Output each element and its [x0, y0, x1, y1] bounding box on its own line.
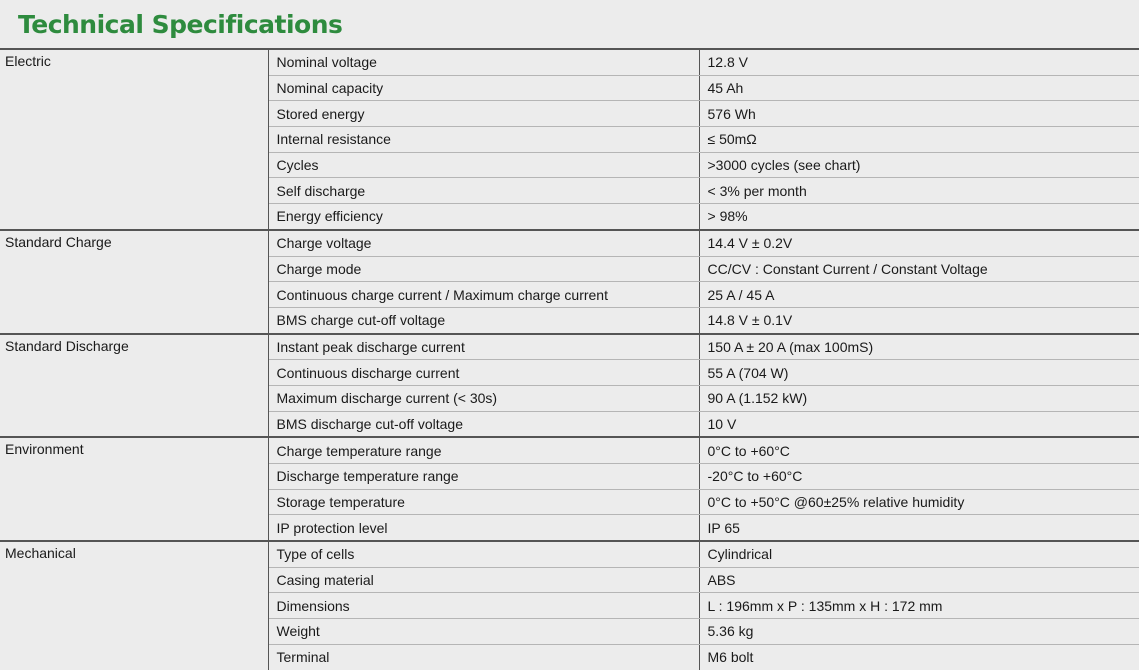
parameter-cell: Continuous discharge current: [268, 360, 699, 386]
value-cell: 12.8 V: [699, 49, 1139, 75]
value-cell: 45 Ah: [699, 75, 1139, 101]
parameter-cell: Self discharge: [268, 178, 699, 204]
value-cell: 14.4 V ± 0.2V: [699, 230, 1139, 256]
parameter-cell: Charge voltage: [268, 230, 699, 256]
spec-table: [0, 48, 1139, 670]
value-cell: 14.8 V ± 0.1V: [699, 307, 1139, 333]
parameter-cell: BMS discharge cut-off voltage: [268, 411, 699, 437]
value-cell: > 98%: [699, 204, 1139, 230]
parameter-cell: Internal resistance: [268, 127, 699, 153]
value-cell: 90 A (1.152 kW): [699, 385, 1139, 411]
category-cell: Mechanical: [0, 541, 268, 669]
page-title: Technical Specifications: [18, 10, 343, 39]
parameter-cell: Nominal voltage: [268, 49, 699, 75]
spec-row: [0, 541, 1139, 567]
parameter-cell: Storage temperature: [268, 489, 699, 515]
parameter-cell: Type of cells: [268, 541, 699, 567]
parameter-cell: Terminal: [268, 644, 699, 669]
parameter-cell: Cycles: [268, 152, 699, 178]
value-cell: 0°C to +50°C @60±25% relative humidity: [699, 489, 1139, 515]
spec-row: [0, 230, 1139, 256]
parameter-cell: Charge mode: [268, 256, 699, 282]
value-cell: ABS: [699, 567, 1139, 593]
value-cell: L : 196mm x P : 135mm x H : 172 mm: [699, 593, 1139, 619]
parameter-cell: Discharge temperature range: [268, 464, 699, 490]
value-cell: 150 A ± 20 A (max 100mS): [699, 334, 1139, 360]
value-cell: M6 bolt: [707, 649, 754, 666]
parameter-cell: Maximum discharge current (< 30s): [268, 385, 699, 411]
category-cell: Environment: [0, 437, 268, 541]
parameter-cell: Dimensions: [268, 593, 699, 619]
parameter-cell: Casing material: [268, 567, 699, 593]
value-cell: 10 V: [699, 411, 1139, 437]
parameter-cell: Weight: [268, 619, 699, 645]
parameter-cell: BMS charge cut-off voltage: [268, 307, 699, 333]
parameter-cell: Continuous charge current / Maximum charge current: [268, 282, 699, 308]
category-cell: Standard Charge: [0, 230, 268, 334]
parameter-cell: Energy efficiency: [268, 204, 699, 230]
value-cell: -20°C to +60°C: [699, 464, 1139, 490]
parameter-cell: Charge temperature range: [268, 437, 699, 463]
category-cell: Electric: [0, 49, 268, 230]
value-cell: CC/CV : Constant Current / Constant Voltage: [699, 256, 1139, 282]
value-cell: 576 Wh: [699, 101, 1139, 127]
value-cell: 25 A / 45 A: [699, 282, 1139, 308]
value-cell: Cylindrical: [699, 541, 1139, 567]
value-cell: ≤ 50mΩ: [699, 127, 1139, 153]
spec-row: [0, 437, 1139, 463]
value-cell: 5.36 kg: [699, 619, 1139, 645]
value-cell: 55 A (704 W): [699, 360, 1139, 386]
value-cell: IP 65: [699, 515, 1139, 541]
spec-row: [0, 49, 1139, 75]
spec-table-body: [0, 49, 1139, 670]
value-cell: 0°C to +60°C: [699, 437, 1139, 463]
value-cell: >3000 cycles (see chart): [699, 152, 1139, 178]
spec-row: [0, 334, 1139, 360]
value-cell: < 3% per month: [699, 178, 1139, 204]
parameter-cell: Stored energy: [268, 101, 699, 127]
parameter-cell: IP protection level: [268, 515, 699, 541]
category-cell: Standard Discharge: [0, 334, 268, 438]
parameter-cell: Nominal capacity: [268, 75, 699, 101]
parameter-cell: Instant peak discharge current: [268, 334, 699, 360]
